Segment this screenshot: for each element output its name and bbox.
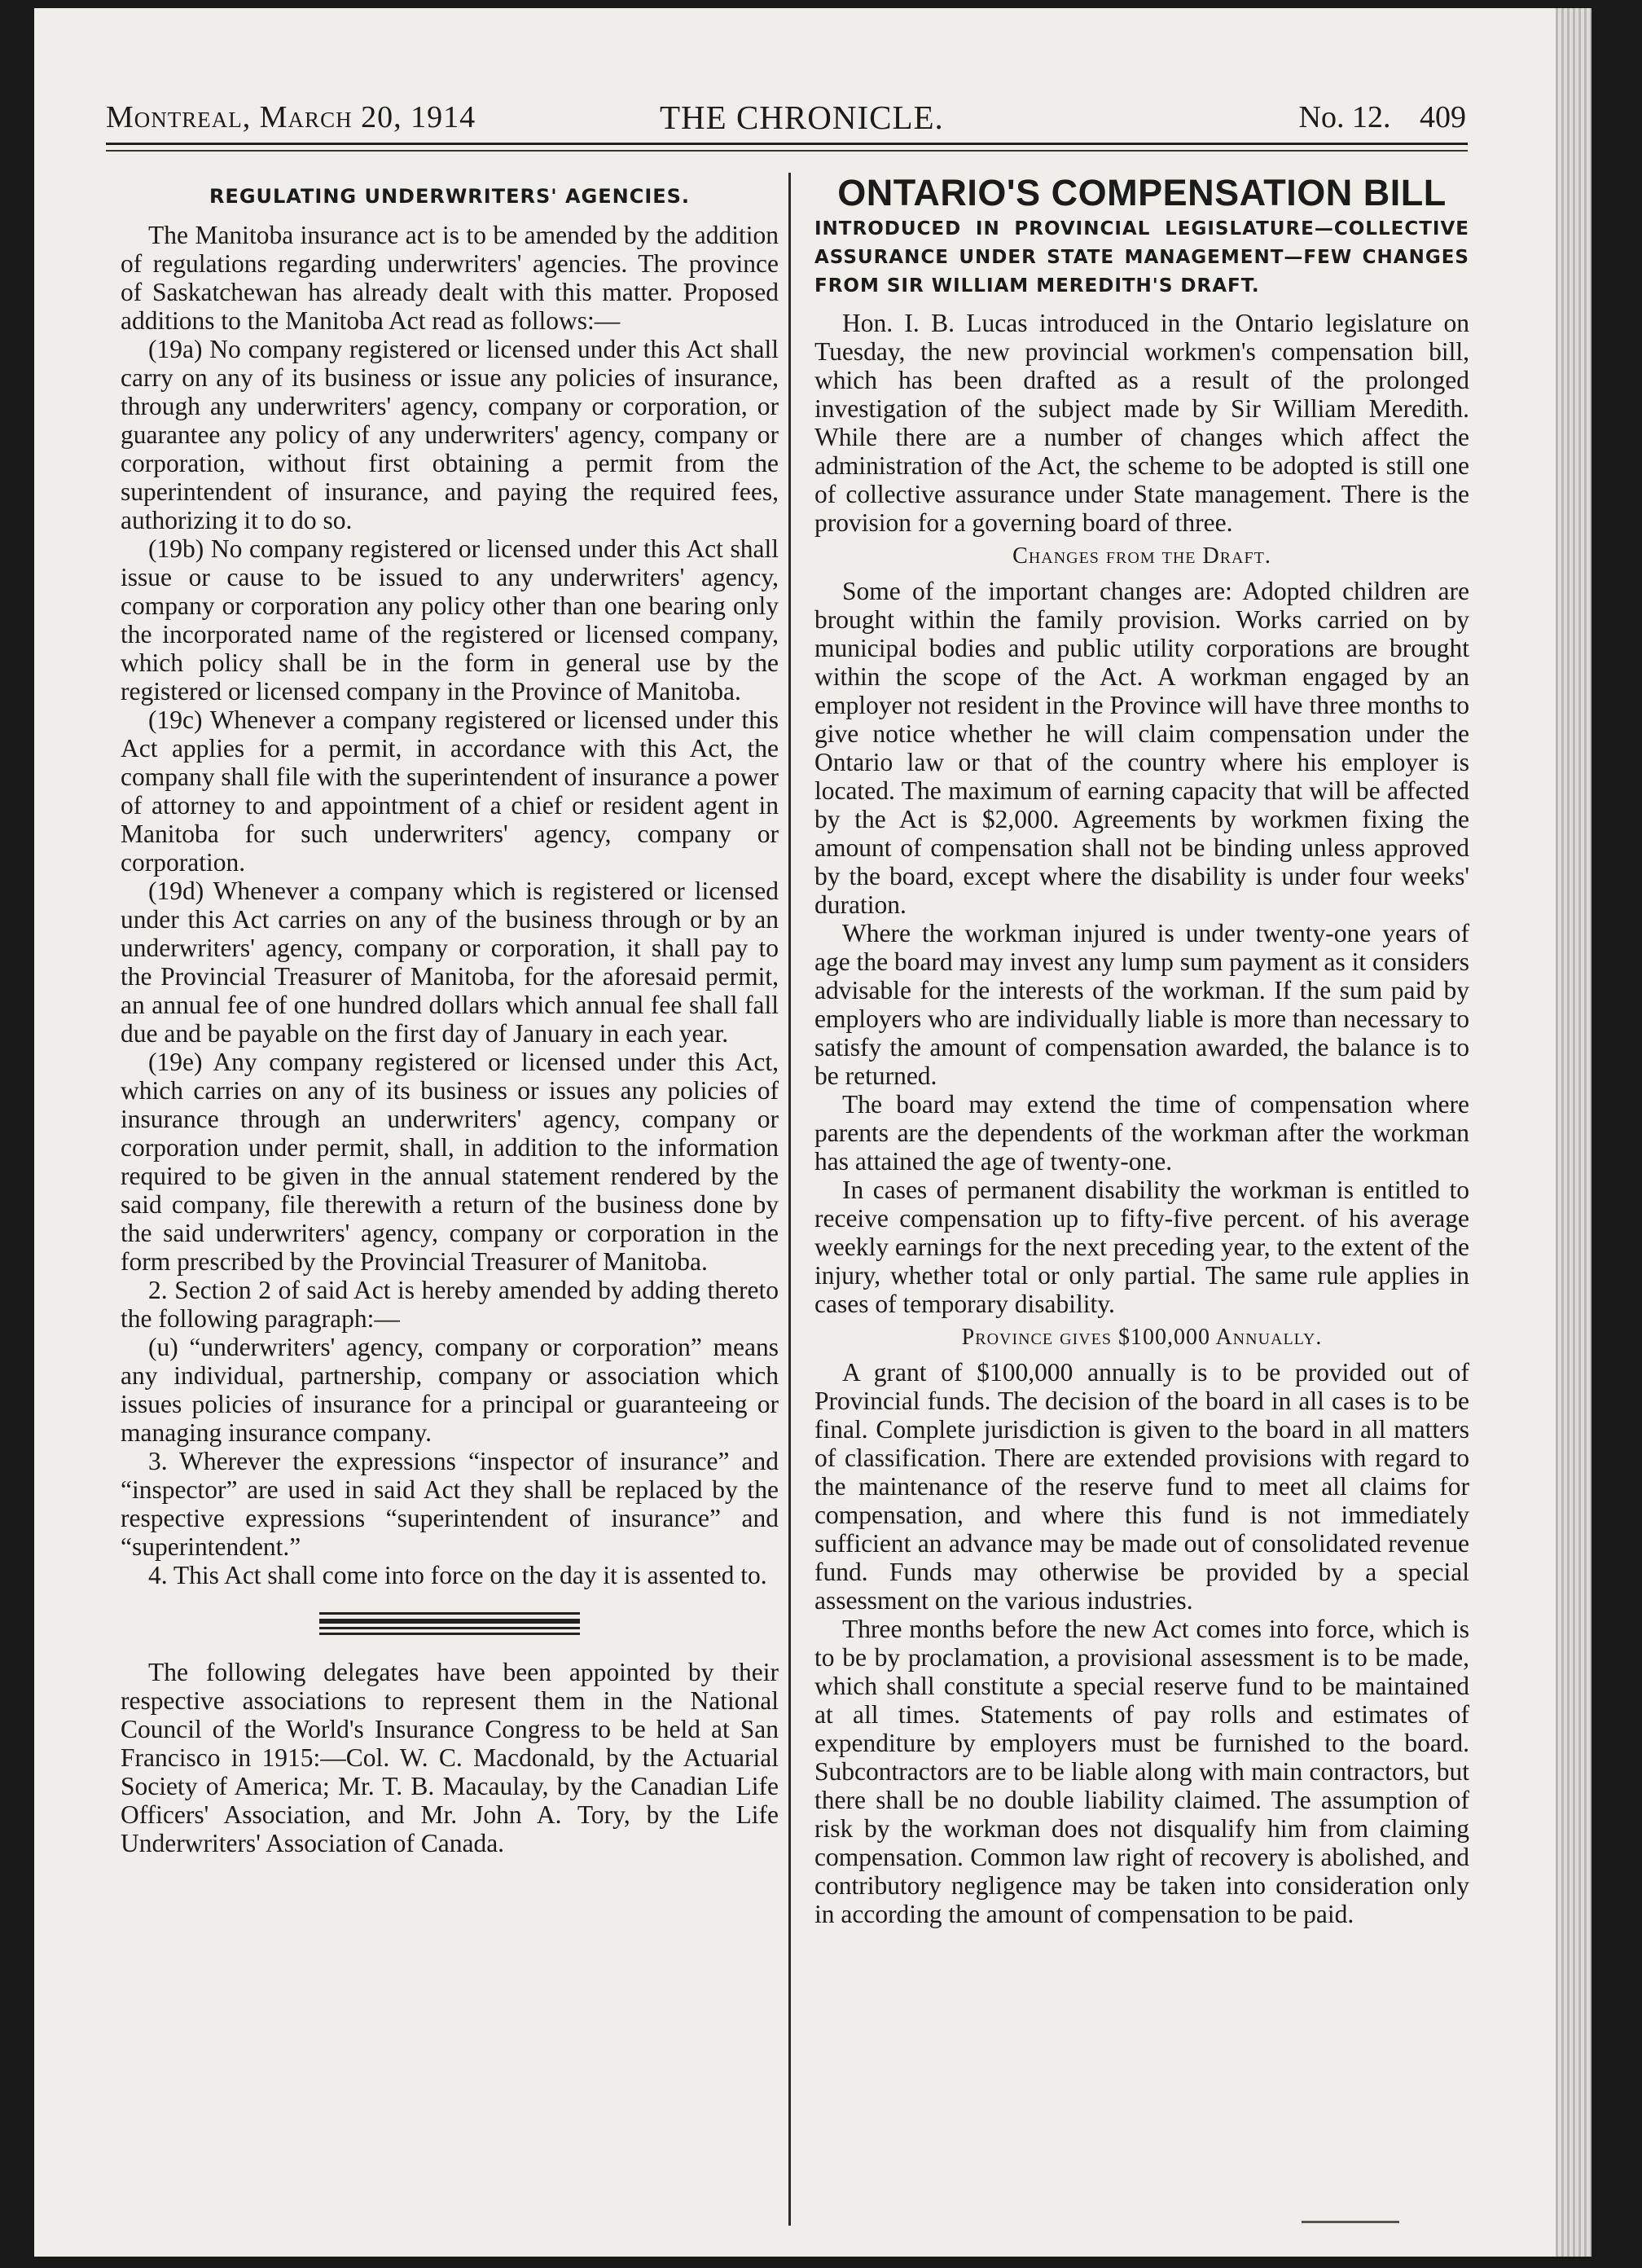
article-paragraph: The board may extend the time of compensation where parents are the dependents of the workman after the workman has attained the age of twenty-one. [814,1090,1469,1176]
article-paragraph: Some of the important changes are: Adopted children are brought within the family provision. Works carried on by municipal bodies and public utility corporations are brought within the scope of the Act. A workman engaged by an employer not resident in the Province will have three months to give notice whether he will claim compensation under the Ontario law or that of the country where his employer is located. The maximum of earning capacity that will be affected by the Act is $2,000. Agreements by workmen fixing the amount of compensation shall not be binding unless approved by the board, except where the disability is under four weeks' duration. [814,577,1469,919]
article-paragraph: (19a) No company registered or licensed under this Act shall carry on any of its business or issue any policies of insurance, through any underwriters' agency, company or corporation, or guarantee any policy of any underwriters' agency, company or corporation, without first obtaining a permit from the superintendent of insurance, and paying the required fees, authorizing it to do so. [121,335,779,534]
column-divider [788,173,791,2226]
header-rule-top [106,143,1468,145]
header-issue-page [1278,99,1466,135]
article-paragraph: 2. Section 2 of said Act is hereby amended by adding thereto the following paragraph:— [121,1276,779,1333]
article-paragraph: (19b) No company registered or licensed under this Act shall issue or cause to be issued to any underwriters' agency, company or corporation any policy other than one bearing only the incorporated name of the registered or licensed company, which policy shall be in the form in general use by the registered or licensed company in the Province of Manitoba. [121,534,779,705]
header-page-number: 409 [1420,100,1466,134]
header-dateline: Montreal, March 20, 1914 [106,100,476,134]
right-column [814,171,1469,1928]
article-paragraph: Three months before the new Act comes into force, which is to be by proclamation, a provisional assessment is to be made, which shall constitute a special reserve fund to be maintained at all times. Statements of pay rolls and estimates of expenditure by employers must be furnished to the board. Subcontractors are to be liable along with main contractors, but there shall be no double liability claimed. The assumption of risk by the workman does not disqualify him from claiming compensation. Common law right of recovery is abolished, and contributory negligence may be taken into consideration only in according the amount of compensation to be paid. [814,1615,1469,1928]
left-column [121,182,779,1857]
section-separator-ornament [319,1609,580,1637]
delegates-paragraph: The following delegates have been appointed by their respective associations to represent them in the National Council of the World's Insurance Congress to be held at San Francisco in 1915:—Col. W. C. Macdonald, by the Actuarial Society of America; Mr. T. B. Macaulay, by the Canadian Life Officers' Association, and Mr. John A. Tory, by the Life Underwriters' Association of Canada. [121,1658,779,1857]
article-paragraph: The Manitoba insurance act is to be amended by the addition of regulations regarding underwriters' agencies. The province of Saskatchewan has already dealt with this matter. Proposed additions to the Manitoba Act read as follows:— [121,221,779,335]
section-heading-province-grant: Province gives $100,000 Annually. [961,1325,1323,1350]
article-paragraph: (19d) Whenever a company which is registered or licensed under this Act carries on any of the business through or by an underwriters' agency, company or corporation, it shall pay to the Provincial Treasurer of Manitoba, for the aforesaid permit, an annual fee of one hundred dollars which annual fee shall fall due and be payable on the first day of January in each year. [121,877,779,1048]
article-paragraph: (u) “underwriters' agency, company or corporation” means any individual, partnership, company or association which issues policies of insurance for a principal or guaranteeing or managing insurance company. [121,1333,779,1447]
article-paragraph: (19e) Any company registered or licensed under this Act, which carries on any of its business or issues any policies of insurance through an underwriters' agency, company or corporation under permit, shall, in addition to the information required to be given in the annual statement rendered by the said company, file therewith a return of the business done by the said underwriters' agency, company or corporation in the form prescribed by the Provincial Treasurer of Manitoba. [121,1048,779,1276]
header-rule-bottom [106,150,1468,152]
section-heading-changes: Changes from the Draft. [1012,543,1271,569]
article-title-compensation-bill: ONTARIO'S COMPENSATION BILL [837,172,1447,213]
article-heading-underwriters: REGULATING UNDERWRITERS' AGENCIES. [209,185,691,208]
article-paragraph: 3. Wherever the expressions “inspector of insurance” and “inspector” are used in said Act they shall be replaced by the respective expressions “superintendent of insurance” and “superintendent.” [121,1447,779,1561]
article-paragraph: 4. This Act shall come into force on the day it is assented to. [148,1561,767,1589]
header-publication-title: THE CHRONICLE. [660,99,944,136]
page-stack-edge [1556,8,1592,2257]
running-header [106,91,1466,140]
article-paragraph: Where the workman injured is under twenty-one years of age the board may invest any lump sum payment as it considers advisable for the interests of the workman. If the sum paid by employers who are individually liable is more than necessary to satisfy the amount of compensation awarded, the balance is to be returned. [814,919,1469,1090]
footer-rule [1302,2221,1399,2223]
article-paragraph: Hon. I. B. Lucas introduced in the Ontario legislature on Tuesday, the new provincial workmen's compensation bill, which has been drafted as a result of the prolonged investigation of the subject made by Sir William Meredith. While there are a number of changes which affect the administration of the Act, the scheme to be adopted is still one of collective assurance under State management. There is the provision for a governing board of three. [814,309,1469,537]
article-paragraph: (19c) Whenever a company registered or licensed under this Act applies for a permit, in accordance with this Act, the company shall file with the superintendent of insurance a power of attorney to and appointment of a chief or resident agent in Manitoba for such underwriters' agency, company or corporation. [121,705,779,877]
header-issue-number: No. 12. [1298,100,1391,134]
article-paragraph: In cases of permanent disability the workman is entitled to receive compensation up to fifty-five percent. of his average weekly earnings for the next preceding year, to the extent of the injury, whether total or only partial. The same rule applies in cases of temporary disability. [814,1176,1469,1318]
article-subtitle: INTRODUCED IN PROVINCIAL LEGISLATURE—COLLECTIVE ASSURANCE UNDER STATE MANAGEMENT—FEW CHANGES FROM SIR WILLIAM MEREDITH'S DRAFT. [814,218,1469,297]
article-paragraph: A grant of $100,000 annually is to be provided out of Provincial funds. The decision of the board in all cases is to be final. Complete jurisdiction is given to the board in all matters of classification. There are extended provisions with regard to the maintenance of the reserve fund to meet all claims for compensation, and where this fund is not immediately sufficient an advance may be made out of consolidated revenue fund. Funds may otherwise be provided by a special assessment on the various industries. [814,1358,1469,1615]
